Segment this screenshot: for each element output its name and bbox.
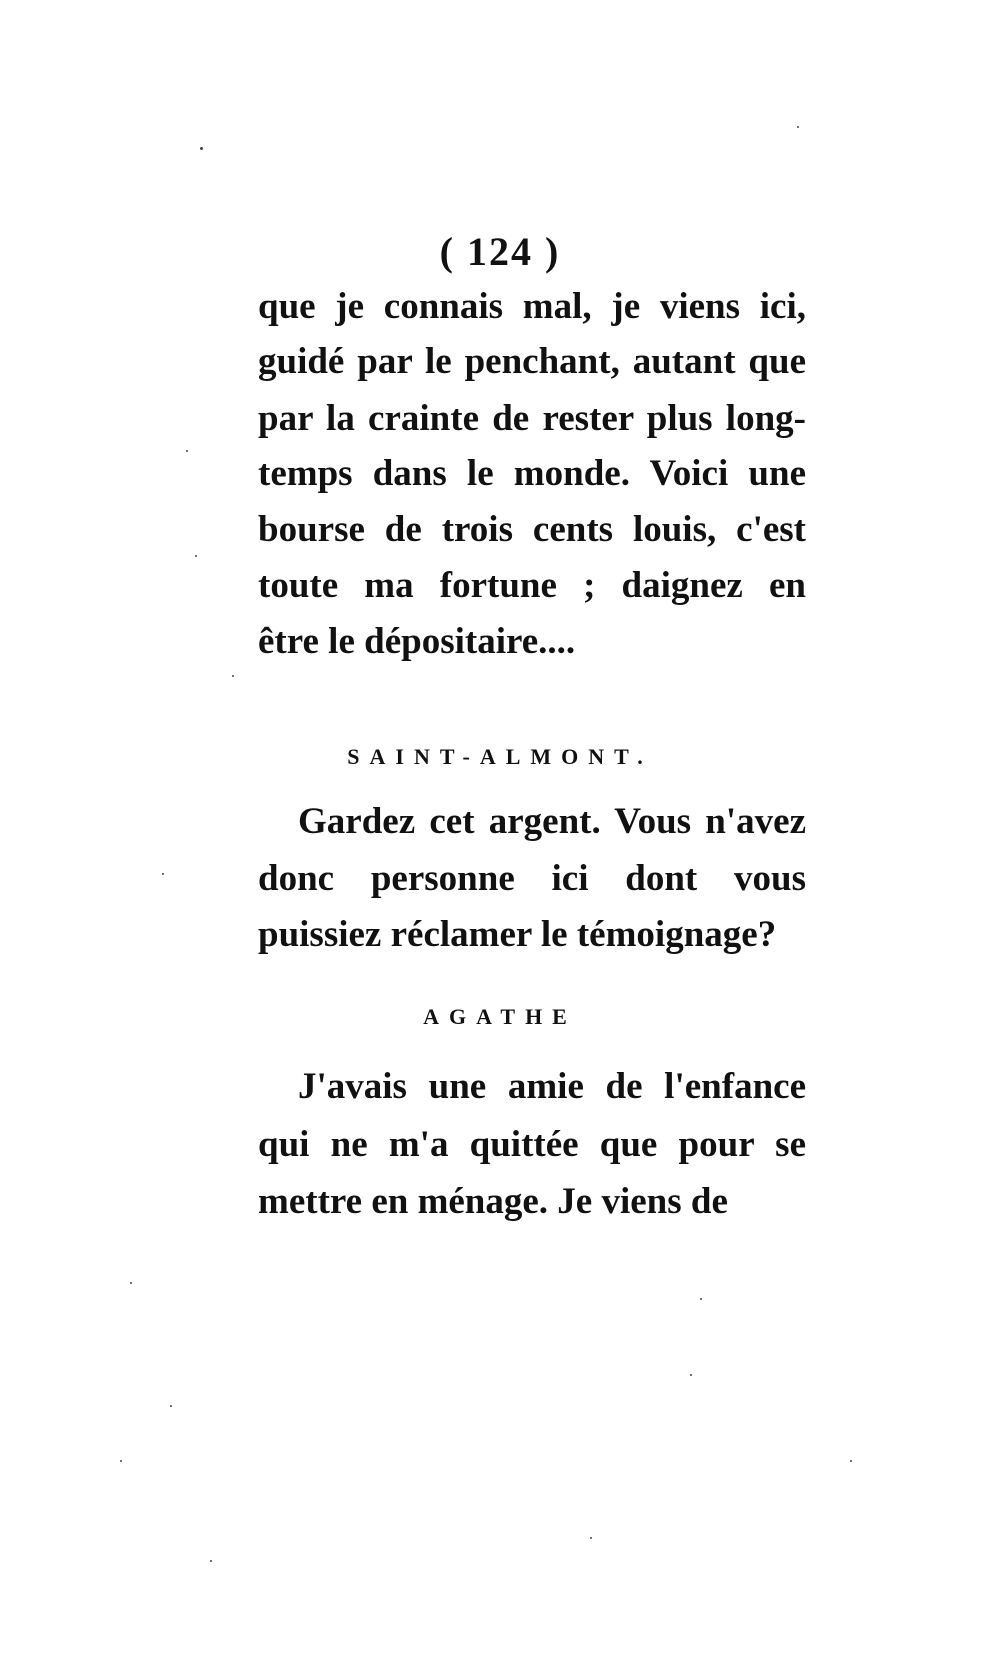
text-line: Gardez cet argent. Vous n'avez xyxy=(298,801,806,842)
text-line: mettre en ménage. Je viens de xyxy=(258,1181,728,1222)
paper-speck xyxy=(232,675,234,677)
paper-speck xyxy=(200,147,203,150)
text-line: J'avais une amie de l'enfance xyxy=(298,1066,806,1107)
text-line: toute ma fortune ; daignez en xyxy=(258,565,806,606)
text-line: donc personne ici dont vous xyxy=(258,858,806,899)
paper-speck xyxy=(186,450,188,452)
text-line: puissiez réclamer le témoignage? xyxy=(258,914,777,955)
text-line: temps dans le monde. Voici une xyxy=(258,453,806,494)
paper-speck xyxy=(850,1460,852,1462)
text-line: que je connais mal, je viens ici, xyxy=(258,286,806,327)
speaker-name: AGATHE xyxy=(423,1004,577,1029)
text-line: guidé par le penchant, autant que xyxy=(258,341,806,382)
paper-speck xyxy=(120,1460,122,1462)
paper-speck xyxy=(130,1282,132,1284)
paper-speck xyxy=(210,1560,212,1562)
paper-speck xyxy=(690,1374,692,1376)
paper-speck xyxy=(162,873,164,875)
paper-speck xyxy=(700,1298,702,1300)
paper-speck xyxy=(797,126,799,128)
text-line: être le dépositaire.... xyxy=(258,621,576,662)
speaker-name: SAINT-ALMONT. xyxy=(347,744,653,769)
text-line: par la crainte de rester plus long- xyxy=(258,398,806,439)
page-number: ( 124 ) xyxy=(439,229,561,274)
text-line: bourse de trois cents louis, c'est xyxy=(258,509,806,550)
text-line: qui ne m'a quittée que pour se xyxy=(258,1124,806,1165)
paper-speck xyxy=(170,1405,172,1407)
paper-speck xyxy=(590,1537,592,1539)
paper-speck xyxy=(195,555,197,557)
